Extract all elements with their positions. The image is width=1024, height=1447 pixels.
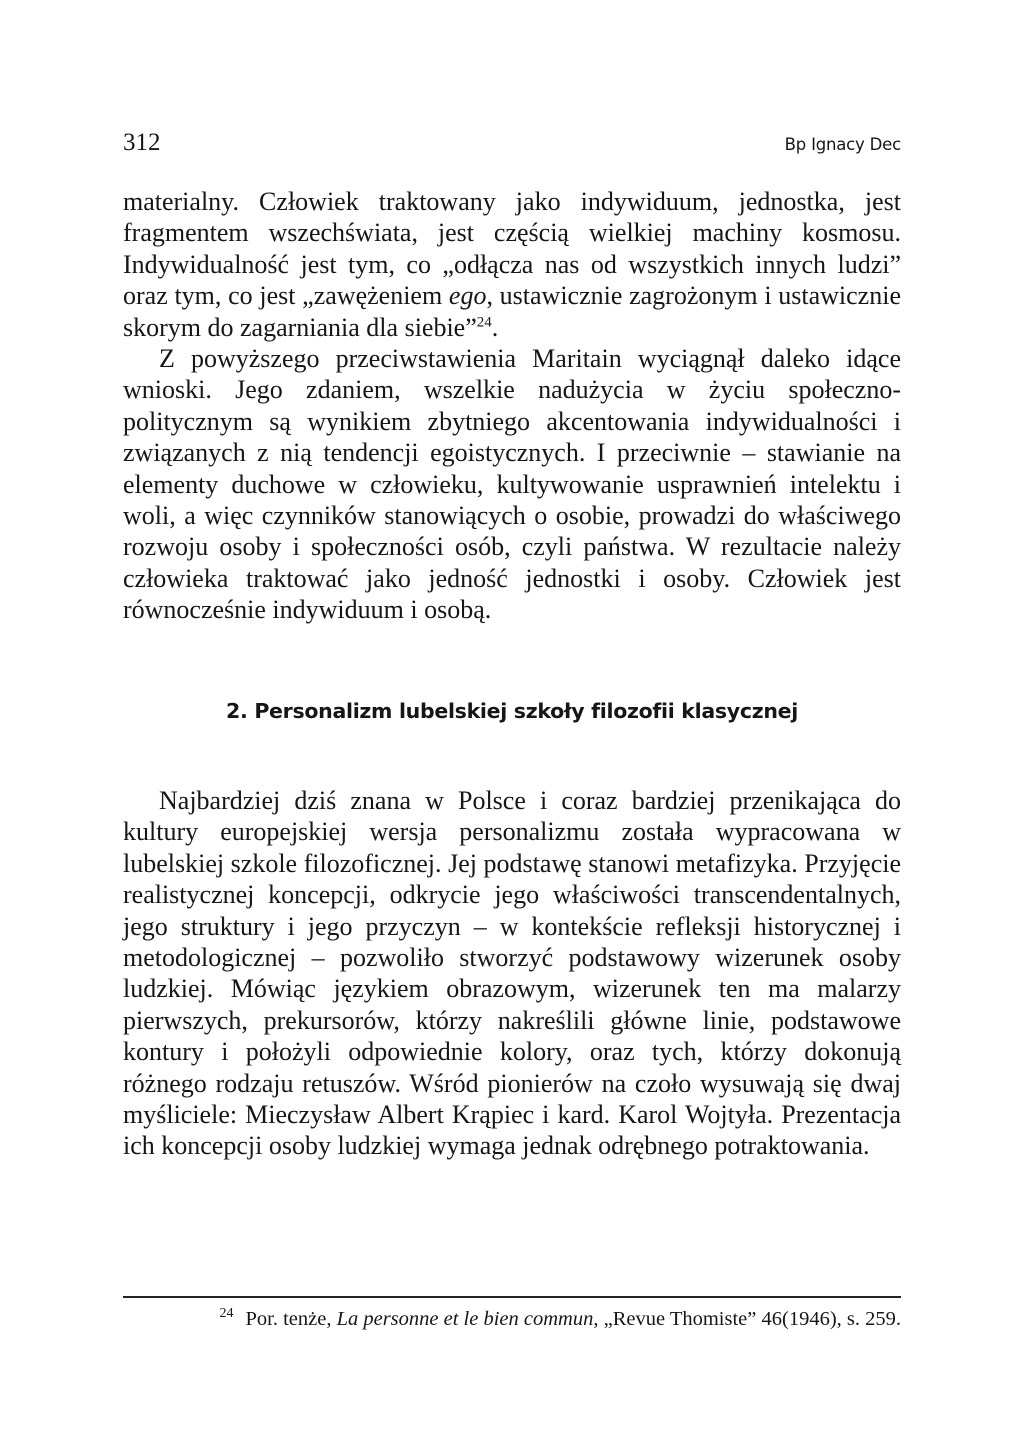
footnote [123, 1302, 901, 1336]
running-head [123, 128, 901, 162]
page-number: 312 [123, 129, 161, 156]
section-2-text [123, 759, 901, 1188]
paragraph-1-period: . [491, 312, 499, 342]
footnote-prefix: Por. tenże, [245, 1308, 337, 1330]
main-text [123, 186, 901, 626]
section-heading: 2. Personalizm lubelskiej szkoły filozofii klasycznej [226, 699, 798, 723]
footnote-suffix: , „Revue Thomiste” 46(1946), s. 259. [593, 1308, 901, 1330]
paragraph-1-text: materialny. Człowiek traktowany jako indywiduum, jednostka, jest fragmentem wszechświata, jest częścią wielkiej machiny kosmosu. Indywidualność jest tym, co „odłącza nas od wszystkich innych ludzi” oraz tym, co jest „zawężeniem [123, 187, 901, 311]
footnote-number: 24 [219, 1306, 234, 1322]
paragraph-1-text-end: , ustawicznie zagrożonym i ustawicznie skorym do zagarniania dla siebie” [123, 281, 901, 342]
footnote-reference[interactable]: 24 [476, 313, 492, 330]
paragraph-continued [123, 186, 901, 343]
footnote-title: La personne et le bien commun [336, 1308, 594, 1330]
running-author: Bp Ignacy Dec [784, 135, 901, 154]
paragraph-2: Z powyższego przeciwstawienia Maritain wyciągnął daleko idące wnioski. Jego zdaniem, wszelkie nadużycia w życiu społeczno-politycznym są wynikiem zbytniego akcentowania indywidualności i związanych z nią tendencji egoistycznych. I przeciwnie – stawianie na elementy duchowe w człowieku, kultywowanie usprawnień intelektu i woli, a więc czynników stanowiących o osobie, prowadzi do właściwego rozwoju osoby i społeczności osób, czyli państwa. W rezultacie należy człowieka traktować jako jedność jednostki i osoby. Człowiek jest równocześnie indywiduum i osobą. [123, 344, 901, 625]
document-page [123, 0, 901, 1447]
footnote-divider [123, 1296, 901, 1298]
section-2-paragraph: Najbardziej dziś znana w Polsce i coraz bardziej przenikająca do kultury europejskiej wersja personalizmu została wypracowana w lubelskiej szkole filozoficznej. Jej podstawę stanowi metafizyka. Przyjęcie realistycznej koncepcji, odkrycie jego właściwości transcendentalnych, jego struktury i jego przyczyn – w kontekście refleksji historycznej i metodologicznej – pozwoliło stworzyć podstawowy wizerunek osoby ludzkiej. Mówiąc językiem obrazowym, wizerunek ten ma malarzy pierwszych, prekursorów, którzy nakreślili główne linie, podstawowe kontury i położyli odpowiednie kolory, oraz tych, którzy dokonują różnego rodzaju retuszów. Wśród pionierów na czoło wysuwają się dwaj myśliciele: Mieczysław Albert Krąpiec i kard. Karol Wojtyła. Prezentacja ich koncepcji osoby ludzkiej wymaga jednak odrębnego potraktowania. [123, 786, 901, 1161]
paragraph-1-italic: ego [448, 281, 487, 311]
